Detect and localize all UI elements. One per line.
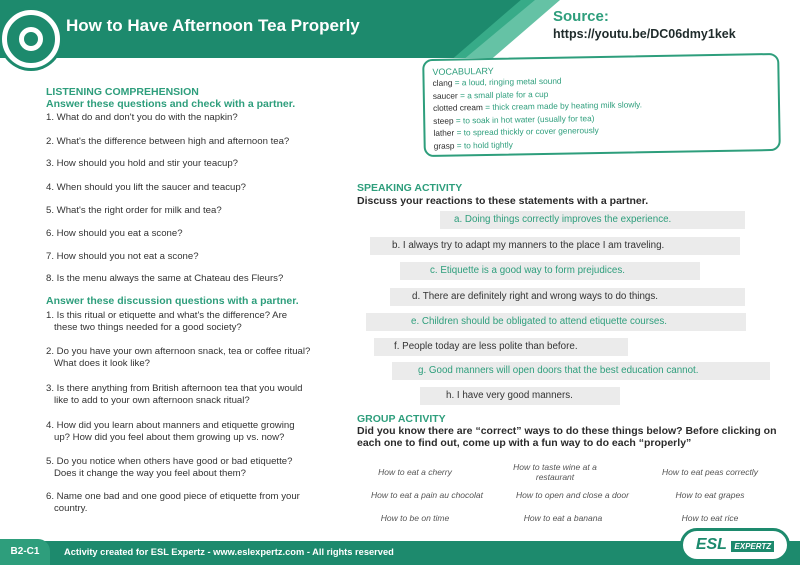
group-heading: GROUP ACTIVITY [357,413,446,425]
vocab-item: saucer = a small plate for a cup [432,88,549,101]
discussion-question: 4. How did you learn about manners and etiquette growing up? How did you feel about them growing up vs. now? [46,420,295,443]
vocab-item: clotted cream = thick cream made by heating milk slowly. [432,99,643,113]
group-link-item[interactable]: How to eat peas correctly [662,467,758,477]
group-link-item[interactable]: How to taste wine at a restaurant [513,462,597,482]
brand-logo: ESL EXPERTZ [680,528,790,562]
statement-d: d. There are definitely right and wrong ways to do things. [390,288,745,306]
listening-question: 3. How should you hold and stir your teacup? [46,158,238,169]
vocab-item: grasp = to hold tightly [433,139,513,151]
statement-h: h. I have very good manners. [420,387,620,405]
vocab-item: steep = to soak in hot water (usually for tea) [433,112,595,126]
logo-ring-icon [19,27,43,51]
listening-question: 4. When should you lift the saucer and teacup? [46,182,246,193]
level-badge: B2-C1 [0,539,50,565]
vocab-item: clang = a loud, ringing metal sound [432,75,562,88]
statement-c: c. Etiquette is a good way to form prejudices. [400,262,700,280]
source-link[interactable]: https://youtu.be/DC06dmy1kek [553,27,736,41]
listening-question: 8. Is the menu always the same at Chateau des Fleurs? [46,273,284,284]
discussion-question: 5. Do you notice when others have good or bad etiquette? Does it change the way you feel about them? [46,456,293,479]
group-link-item[interactable]: How to eat a banana [523,513,603,523]
footer-credit: Activity created for ESL Expertz - www.eslexpertz.com - All rights reserved [64,547,394,557]
discussion-question: 3. Is there anything from British afternoon tea that you would like to add to your own afternoon snack ritual? [46,383,303,406]
discussion-question: 2. Do you have your own afternoon snack, tea or coffee ritual? What does it look like? [46,346,311,369]
vocabulary-box [422,53,781,157]
group-link-item[interactable]: How to be on time [380,513,450,523]
group-instruction: Did you know there are “correct” ways to do these things below? Before clicking on each one to find out, come up with a fun way to do each “properly” [357,425,777,449]
statement-a: a. Doing things correctly improves the experience. [440,211,745,229]
logo-icon [2,10,60,68]
listening-heading: LISTENING COMPREHENSION [46,86,199,98]
group-link-item[interactable]: How to eat rice [681,513,739,523]
statement-f: f. People today are less polite than before. [374,338,628,356]
group-link-item[interactable]: How to eat grapes [675,490,745,500]
discussion-question: 1. Is this ritual or etiquette and what's the difference? Are these two things needed for a good society? [46,310,288,333]
listening-question: 7. How should you not eat a scone? [46,251,199,262]
vocabulary-title: VOCABULARY [432,65,494,77]
listening-question: 5. What's the right order for milk and tea? [46,205,222,216]
statement-g: g. Good manners will open doors that the best education cannot. [392,362,770,380]
vocab-item: lather = to spread thickly or cover generously [433,125,599,138]
listening-instruction: Answer these questions and check with a partner. [46,98,296,110]
statement-b: b. I always try to adapt my manners to the place I am traveling. [370,237,740,255]
listening-question: 6. How should you eat a scone? [46,228,183,239]
group-link-item[interactable]: How to open and close a door [516,490,629,500]
group-link-item[interactable]: How to eat a cherry [378,467,452,477]
page-title: How to Have Afternoon Tea Properly [66,16,360,35]
source-label: Source: [553,8,609,25]
speaking-instruction: Discuss your reactions to these statements with a partner. [357,195,649,207]
discussion-question: 6. Name one bad and one good piece of etiquette from your country. [46,491,300,514]
discussion-instruction: Answer these discussion questions with a partner. [46,295,299,307]
speaking-heading: SPEAKING ACTIVITY [357,182,463,194]
listening-question: 2. What's the difference between high and afternoon tea? [46,136,290,147]
group-link-item[interactable]: How to eat a pain au chocolat [371,490,483,500]
listening-question: 1. What do and don't you do with the napkin? [46,112,238,123]
statement-e: e. Children should be obligated to attend etiquette courses. [366,313,746,331]
